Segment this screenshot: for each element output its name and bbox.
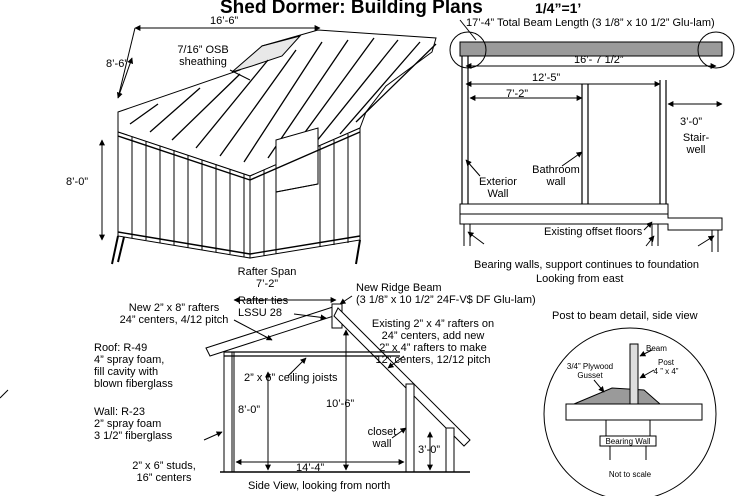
new-rafters-label: New 2” x 8” rafters 24” centers, 4/12 pitch bbox=[119, 302, 229, 326]
beam-length-label: 17’-4” Total Beam Length (3 1/8” x 10 1/2” Glu-lam) bbox=[466, 17, 715, 29]
knee-wall bbox=[446, 428, 454, 472]
detail-not-to-scale-label: Not to scale bbox=[608, 470, 652, 479]
existing-rafters-label: Existing 2” x 4” rafters on 24” centers, add new 2” x 4” rafters to make 12” centers, 12/12 pitch bbox=[371, 318, 495, 366]
rafter-ties-label: Rafter ties LSSU 28 bbox=[238, 295, 289, 319]
detail-beam-label: Beam bbox=[646, 344, 667, 353]
rafter-span-label: Rafter Span 7’-2” bbox=[237, 266, 297, 290]
closet-wall-label: closet wall bbox=[367, 426, 397, 450]
iso-framing-view bbox=[102, 28, 436, 264]
exterior-wall-label: Exterior Wall bbox=[479, 176, 517, 200]
dormer-front-wall bbox=[224, 352, 232, 472]
roof-insulation-label: Roof: R-49 4” spray foam, fill cavity with blown fiberglass bbox=[94, 342, 173, 390]
dim-7-2-label: 7’-2” bbox=[506, 88, 529, 100]
detail-beam bbox=[566, 404, 702, 420]
looking-from-east-label: Looking from east bbox=[536, 273, 624, 285]
detail-gusset-label: 3/4” Plywood Gusset bbox=[566, 362, 614, 380]
detail-title: Post to beam detail, side view bbox=[552, 310, 698, 322]
drawing-scale: 1/4”=1’ bbox=[535, 0, 582, 16]
page-title: Shed Dormer: Building Plans bbox=[220, 0, 483, 18]
ceiling-joists-label: 2” x 6” ceiling joists bbox=[244, 372, 338, 384]
dim-12-5-label: 12’-5” bbox=[532, 72, 561, 84]
side-view-caption: Side View, looking from north bbox=[248, 480, 391, 492]
wall-insulation-label: Wall: R-23 2” spray foam 3 1/2” fiberglass bbox=[94, 406, 173, 442]
detail-post-label: Post 4 ” x 4” bbox=[653, 358, 679, 376]
dim-16-7-label: 16’- 7 1/2” bbox=[574, 54, 624, 66]
detail-post bbox=[630, 344, 638, 404]
detail-bearing-wall-label: Bearing Wall bbox=[605, 437, 651, 446]
dim-3-0-side-label: 3’-0” bbox=[418, 444, 441, 456]
dim-8-0-label: 8’-0” bbox=[238, 404, 261, 416]
osb-sheathing-label: 7/16” OSB sheathing bbox=[177, 44, 229, 68]
dim-3-0-label: 3’-0” bbox=[680, 116, 703, 128]
closet-wall bbox=[406, 384, 414, 472]
bearing-walls-label: Bearing walls, support continues to foundation bbox=[474, 259, 700, 271]
bathroom-wall-label: Bathroom wall bbox=[532, 164, 580, 188]
iso-height-label: 8’-0” bbox=[66, 176, 89, 188]
dim-14-4-label: 14’-4” bbox=[296, 462, 325, 474]
stairwell-label: Stair- well bbox=[682, 132, 710, 156]
offset-floors-label: Existing offset floors bbox=[544, 226, 643, 238]
dim-10-6-label: 10’-6” bbox=[326, 398, 355, 410]
studs-label: 2” x 6” studs, 16” centers bbox=[132, 460, 196, 484]
iso-depth-label: 8’-6” bbox=[106, 58, 129, 70]
iso-width-label: 16’-6” bbox=[210, 15, 239, 27]
ridge-beam-label: New Ridge Beam (3 1/8” x 10 1/2” 24F-V$ DF Glu-lam) bbox=[356, 282, 536, 306]
